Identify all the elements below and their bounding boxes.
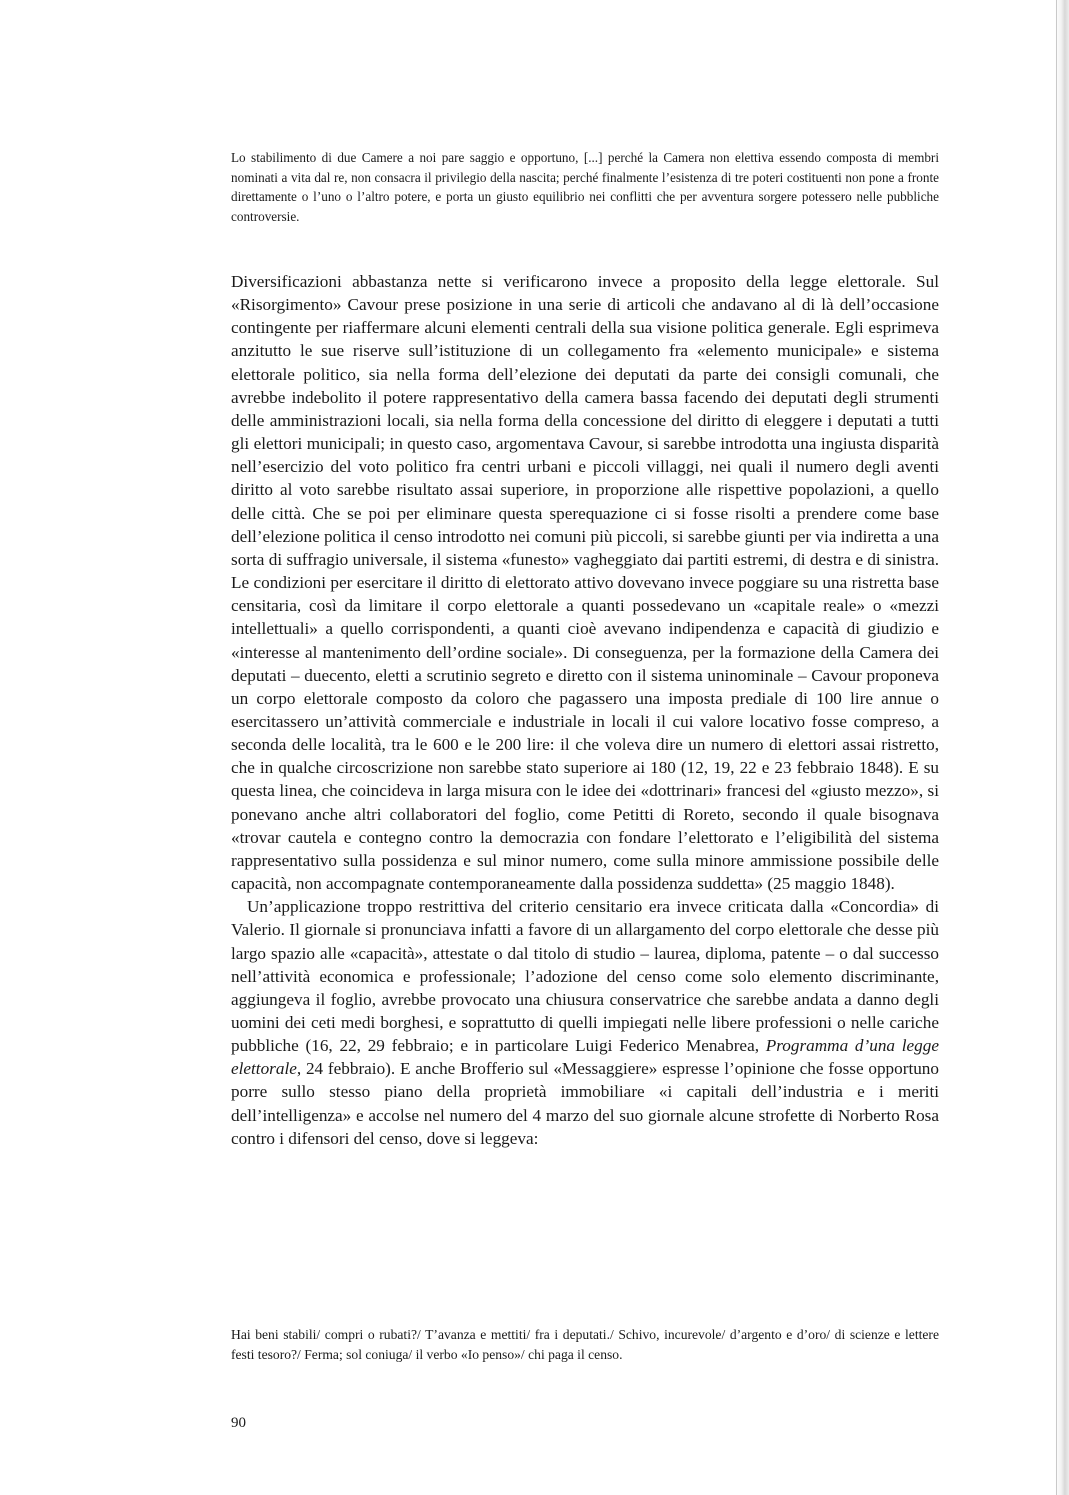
paragraph-2-italic-title: Programma d’una legge elettorale — [231, 1036, 939, 1079]
paragraph-2-text-start: Un’applicazione troppo restrittiva del criterio censitario era invece criticata dalla «Concordia» di Valerio. Il giornale si pronunciava infatti a favore di un allargamento del corpo elettorale che desse più largo spazio alle «capacità», attestate o dal titolo di studio – laurea, diploma, patente – o dal successo nell’attività economica e professionale; l’adozione del censo come solo elemento discriminante, aggiungeva il foglio, avrebbe provocato una chiusura conservatrice che sarebbe andata a danno degli uomini dei ceti medi borghesi, e soprattutto di quelli impiegati nelle libere professioni o nelle cariche pubbliche (16, 22, 29 febbraio; e in particolare Luigi Federico Menabrea, — [231, 897, 939, 1056]
page-number: 90 — [231, 1415, 246, 1431]
paragraph-2-text-end: , 24 febbraio). E anche Brofferio sul «Messaggiere» espresse l’opinione che fosse opportuno porre sullo stesso piano della proprietà immobiliare «i capitali dell’industria e i meriti dell’intelligenza» e accolse nel numero del 4 marzo del suo giornale alcune strofette di Norberto Rosa contro i difensori del censo, dove si leggeva: — [231, 1059, 939, 1148]
paragraph-1: Diversificazioni abbastanza nette si verificarono invece a proposito della legge elettorale. Sul «Risorgimento» Cavour prese posizione in una serie di articoli che andavano al di là dell’occasione contingente per riaffermare alcuni elementi centrali della sua visione politica generale. Egli esprimeva anzitutto le sue riserve sull’istituzione di un collegamento fra «elemento municipale» e sistema elettorale politico, sia nella forma dell’elezione dei deputati da parte dei consigli comunali, che avrebbe indebolito il potere rappresentativo della camera bassa facendo dei deputati degli strumenti delle amministrazioni locali, sia nella forma della concessione del diritto di eleggere i deputati a tutti gli elettori municipali; in questo caso, argomentava Cavour, si sarebbe introdotta una ingiusta disparità nell’esercizio del voto politico fra centri urbani e piccoli villaggi, nei quali il numero degli aventi diritto al voto sarebbe risultato assai superiore, in proporzione alle rispettive popolazioni, a quello delle città. Che se poi per eliminare questa sperequazione ci si fosse risolti a prendere come base dell’elezione politica il censo introdotto nei comuni più piccoli, si sarebbe giunti per via indiretta a una sorta di suffragio universale, il sistema «funesto» vagheggiato dai partiti estremi, di destra e di sinistra. Le condizioni per esercitare il diritto di elettorato attivo dovevano invece poggiare su una ristretta base censitaria, così da limitare il corpo elettorale a quanti possedevano un «capitale reale» o «mezzi intellettuali» a quello corrispondenti, a quanti cioè avevano indipendenza e capacità di giudizio e «interesse al mantenimento dell’ordine sociale». Di conseguenza, per la formazione della Camera dei deputati – duecento, eletti a scrutinio segreto e diretto con il sistema uninominale – Cavour proponeva un corpo elettorale composto da coloro che pagassero una imposta prediale di 100 lire annue o esercitassero un’attività commerciale e industriale in locali il cui valore locativo fosse compreso, a seconda delle località, tra le 600 e le 200 lire: il che voleva dire un numero di elettori assai ristretto, che in qualche circoscrizione non sarebbe stato superiore ai 180 (12, 19, 22 e 23 febbraio 1848). E su questa linea, che coincideva in larga misura con le idee dei «dottrinari» francesi del «giusto mezzo», si ponevano anche altri collaboratori del foglio, come Petitti di Roreto, secondo il quale bisognava «trovar cautela e contegno contro la democrazia con fondare l’elettorato e l’eligibilità del sistema rappresentativo sulla possidenza e sul minor numero, come sulla minore ammissione possibile delle capacità, non accompagnate contemporaneamente dalla possidenza suddetta» (25 maggio 1848). — [231, 272, 939, 894]
block-quote-bottom — [231, 1325, 939, 1365]
main-body-text — [231, 270, 939, 1150]
page-edge-shadow — [1055, 0, 1069, 1495]
page-edge-line — [1056, 0, 1057, 1495]
block-quote-top-text: Lo stabilimento di due Camere a noi pare saggio e opportuno, [...] perché la Camera non elettiva essendo composta di membri nominati a vita dal re, non consacra il privilegio della nascita; perché finalmente l’esistenza di tre poteri costituenti non pone a fronte direttamente o l’uno o l’altro potere, e porta un giusto equilibrio nei conflitti che per avventura sorgere potessero nelle pubbliche controversie. — [231, 150, 939, 224]
block-quote-top — [231, 148, 939, 226]
paragraph-2 — [231, 895, 939, 1150]
block-quote-bottom-text: Hai beni stabili/ compri o rubati?/ T’avanza e mettiti/ fra i deputati./ Schivo, incurevole/ d’argento e d’oro/ di scienze e lettere festi tesoro?/ Ferma; sol coniuga/ il verbo «Io penso»/ chi paga il censo. — [231, 1327, 939, 1362]
